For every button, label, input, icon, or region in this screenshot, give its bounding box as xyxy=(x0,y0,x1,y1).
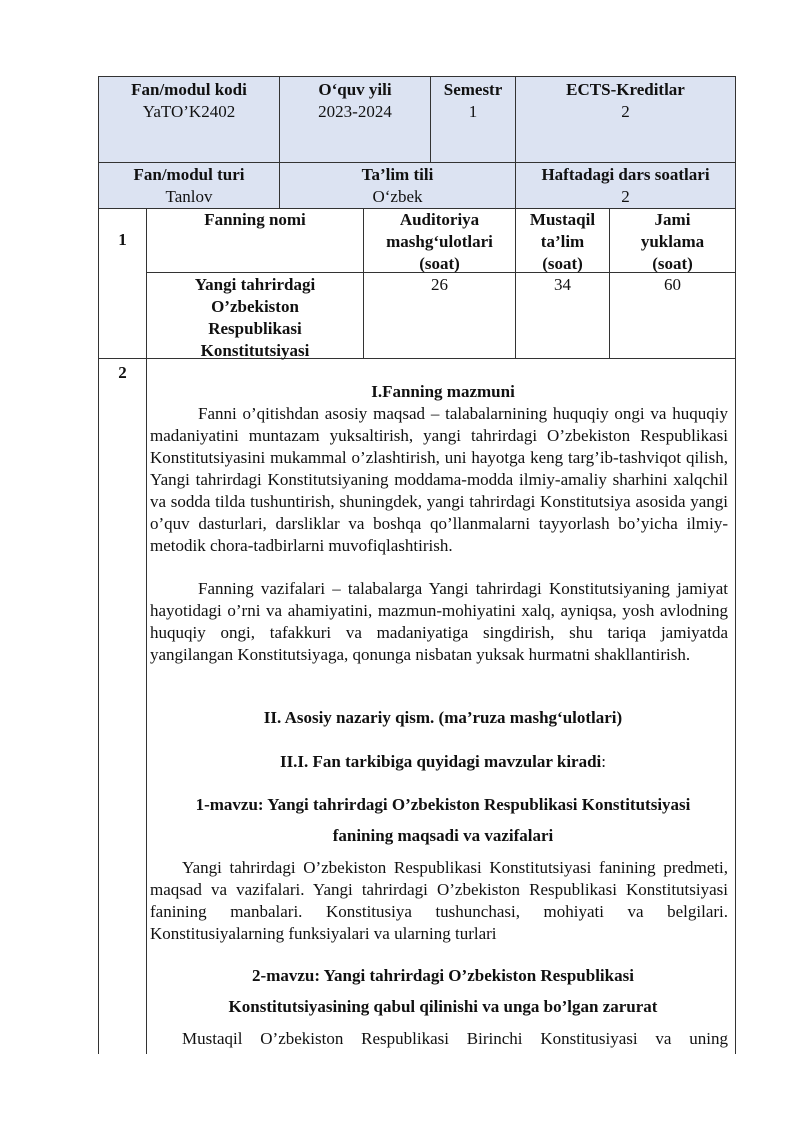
weekly-hours-label: Haftadagi dars soatlari xyxy=(541,165,710,184)
section-1-title: I.Fanning mazmuni xyxy=(371,382,515,401)
total-hours-value: 60 xyxy=(664,275,681,294)
col-self-l2: ta’lim xyxy=(540,232,585,251)
auditory-hours-value: 26 xyxy=(431,275,448,294)
topic-1-title-line-1: 1-mavzu: Yangi tahrirdagi O’zbekiston Respublikasi Konstitutsiyasi xyxy=(195,795,691,814)
semester-label: Semestr xyxy=(443,80,503,99)
grid-line xyxy=(98,162,736,163)
module-type-value: Tanlov xyxy=(165,187,213,206)
semester-value: 1 xyxy=(468,102,478,121)
weekly-hours-value: 2 xyxy=(621,187,630,206)
ects-label: ECTS-Kreditlar xyxy=(566,80,685,99)
section-2-1-title xyxy=(150,751,736,773)
col-total-l1: Jami xyxy=(654,210,691,229)
paragraph-purpose: Fanni o’qitishdan asosiy maqsad – talabalarnining huquqiy ongi va huquqiy madaniyatini muntazam yuksaltirish, yangi tahrirdagi O’zbekiston Respublikasi Konstitutsiyasini mukammal o’zlashtirish, uni hayotga keng targ’ib-tashviqot qilish, Yangi tahrirdagi Konstitutsiyaning moddama-modda ilmiy-amaliy sharhini xalqchil va sodda tilda tushuntirish, shuningdek, yangi tahrirdagi Konstitutsiya asosida yangi o’quv dasturlari, darsliklar va boshqa qo’llanmalarni tayyorlash bo’yicha ilmiy-metodik chora-tadbirlarni muvofiqlashtirish. xyxy=(150,404,728,555)
col-auditory-l1: Auditoriya xyxy=(399,210,480,229)
subject-name-l1: Yangi tahrirdagi xyxy=(194,275,316,294)
col-auditory-l2: mashg‘ulotlari xyxy=(386,232,493,251)
language-value: O‘zbek xyxy=(372,187,423,206)
subject-name-l2: O’zbekiston xyxy=(211,297,299,316)
subject-name-l4: Konstitutsiyasi xyxy=(200,341,310,360)
col-total-l2: yuklama xyxy=(640,232,705,251)
topic-1-title-line-2: fanining maqsadi va vazifalari xyxy=(332,826,554,845)
topic-2-title-line-1: 2-mavzu: Yangi tahrirdagi O’zbekiston Respublikasi xyxy=(252,966,634,985)
module-code-value: YaTO’K2402 xyxy=(142,102,236,121)
table-border-right xyxy=(735,76,736,1054)
col-subject-name: Fanning nomi xyxy=(204,210,306,229)
paragraph-tasks: Fanning vazifalari – talabalarga Yangi tahrirdagi Konstitutsiyaning jamiyat hayotidagi o’rni va ahamiyatini, mazmun-mohiyatini xalq, ayniqsa, yosh avlodning huquqiy ongi, tafakkuri va madaniyatiga singdirish, shu tariqa jamiyatda yangilangan Konstitutsiyaga, qonunga nisbatan yuksak hurmatni shakllantirish. xyxy=(150,579,728,664)
col-auditory-l3: (soat) xyxy=(419,254,460,273)
row-number-2: 2 xyxy=(118,363,127,382)
self-study-hours-value: 34 xyxy=(554,275,571,294)
table-border-top xyxy=(98,76,736,77)
section-2-title: II. Asosiy nazariy qism. (ma’ruza mashg‘ulotlari) xyxy=(263,708,623,727)
year-label: O‘quv yili xyxy=(318,80,392,99)
subject-name-l3: Respublikasi xyxy=(208,319,302,338)
topic-2-description: Mustaqil O’zbekiston Respublikasi Birinchi Konstitusiyasi va uning xyxy=(182,1029,728,1048)
module-type-label: Fan/modul turi xyxy=(133,165,245,184)
table-border-left xyxy=(98,76,99,1054)
col-total-l3: (soat) xyxy=(652,254,693,273)
col-self-l1: Mustaqil xyxy=(529,210,596,229)
year-value: 2023-2024 xyxy=(318,102,392,121)
ects-value: 2 xyxy=(621,102,630,121)
topic-1-description: Yangi tahrirdagi O’zbekiston Respublikasi Konstitutsiyasi fanining predmeti, maqsad va vazifalari. Yangi tahrirdagi O’zbekiston Respublikasi Konstitutsiyasi fanining manbalari. Konstitusiya tushunchasi, mohiyati va belgilari. Konstitusiyalarning funksiyalari va ularning turlari xyxy=(150,858,728,943)
module-code-label: Fan/modul kodi xyxy=(131,80,247,99)
row-number-1: 1 xyxy=(118,230,127,249)
language-label: Ta’lim tili xyxy=(361,165,434,184)
col-self-l3: (soat) xyxy=(542,254,583,273)
section-2-1-title-text: II.I. Fan tarkibiga quyidagi mavzular kiradi xyxy=(279,752,602,771)
topic-2-title-line-2: Konstitutsiyasining qabul qilinishi va unga bo’lgan zarurat xyxy=(228,997,658,1016)
section-2-1-colon: : xyxy=(601,752,607,771)
